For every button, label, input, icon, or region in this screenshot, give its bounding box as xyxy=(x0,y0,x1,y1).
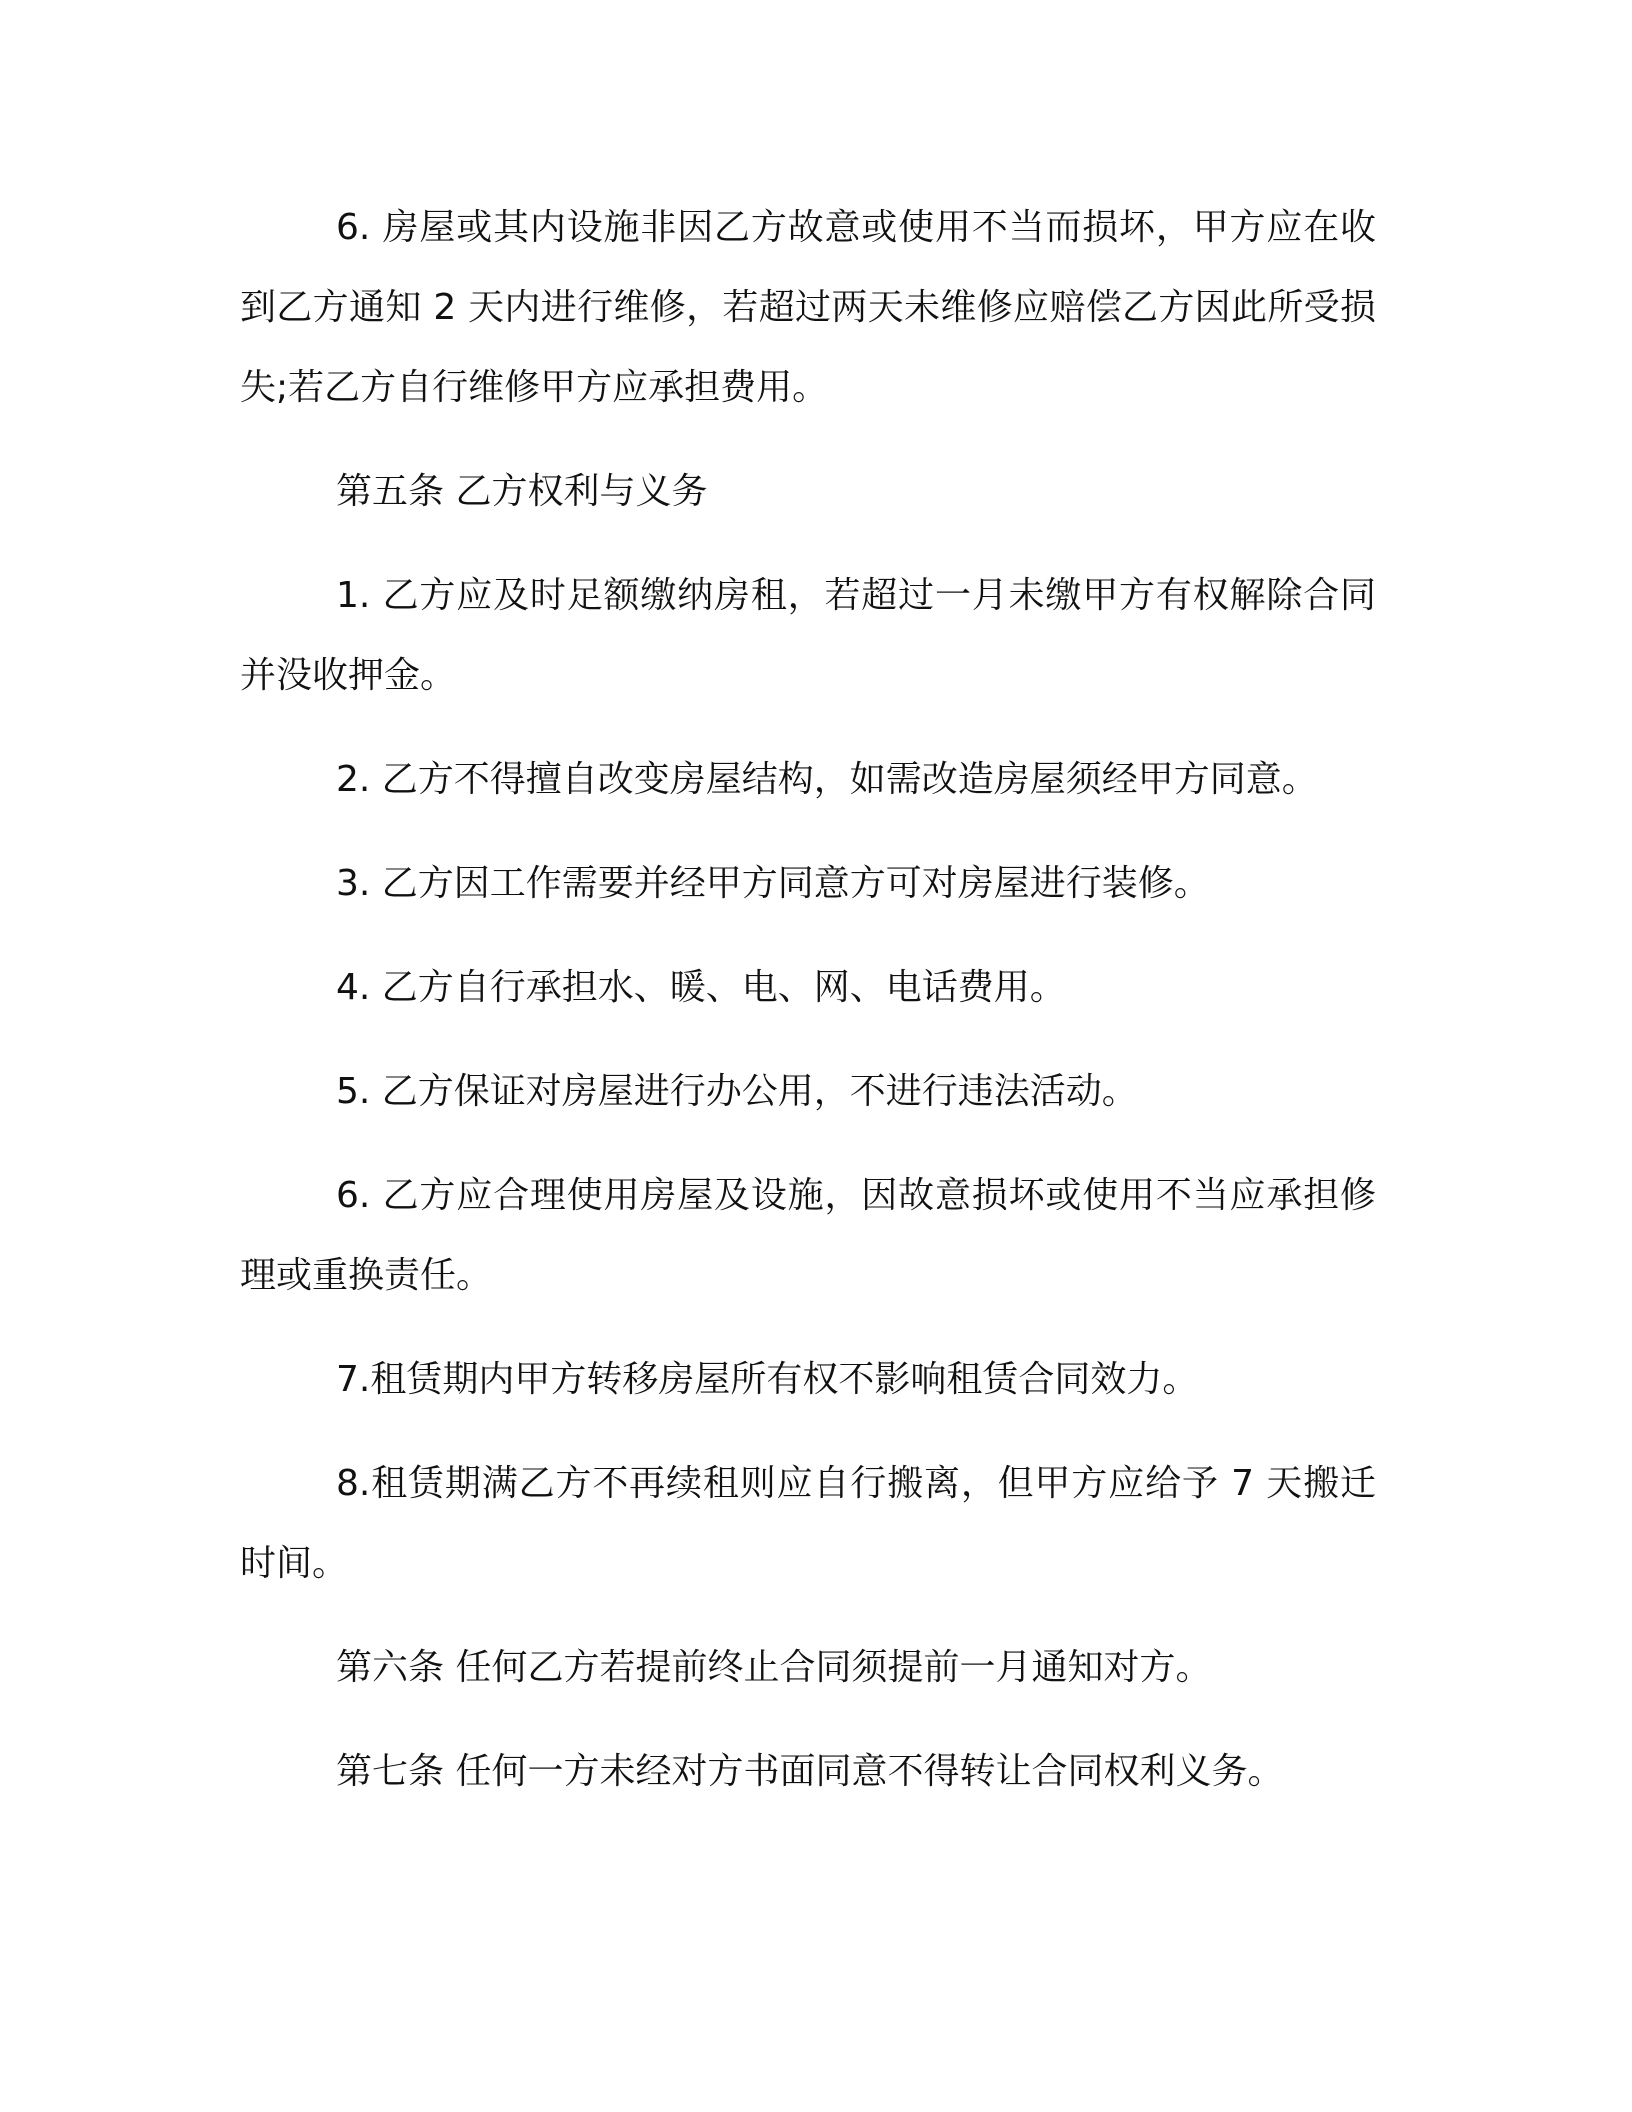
clause-6-landlord-repair: 6. 房屋或其内设施非因乙方故意或使用不当而损坏，甲方应在收到乙方通知 2 天内进行维修，若超过两天未维修应赔偿乙方因此所受损失;若乙方自行维修甲方应承担费用。 xyxy=(240,207,1376,408)
section-heading-article-5: 第五条 乙方权利与义务 xyxy=(336,471,708,512)
tenant-item-4: 4. 乙方自行承担水、暖、电、网、电话费用。 xyxy=(336,967,1066,1008)
tenant-item-1: 1. 乙方应及时足额缴纳房租，若超过一月未缴甲方有权解除合同并没收押金。 xyxy=(240,575,1376,696)
tenant-item-7: 7.租赁期内甲方转移房屋所有权不影响租赁合同效力。 xyxy=(336,1359,1199,1400)
tenant-item-2: 2. 乙方不得擅自改变房屋结构，如需改造房屋须经甲方同意。 xyxy=(336,759,1318,800)
tenant-item-5: 5. 乙方保证对房屋进行办公用，不进行违法活动。 xyxy=(336,1071,1138,1112)
tenant-item-6: 6. 乙方应合理使用房屋及设施，因故意损坏或使用不当应承担修理或重换责任。 xyxy=(240,1175,1376,1296)
section-article-6: 第六条 任何乙方若提前终止合同须提前一月通知对方。 xyxy=(336,1647,1212,1688)
document-body xyxy=(240,188,1376,1836)
tenant-item-8: 8.租赁期满乙方不再续租则应自行搬离，但甲方应给予 7 天搬迁时间。 xyxy=(240,1463,1376,1584)
tenant-item-3: 3. 乙方因工作需要并经甲方同意方可对房屋进行装修。 xyxy=(336,863,1210,904)
section-article-7: 第七条 任何一方未经对方书面同意不得转让合同权利义务。 xyxy=(336,1751,1284,1792)
